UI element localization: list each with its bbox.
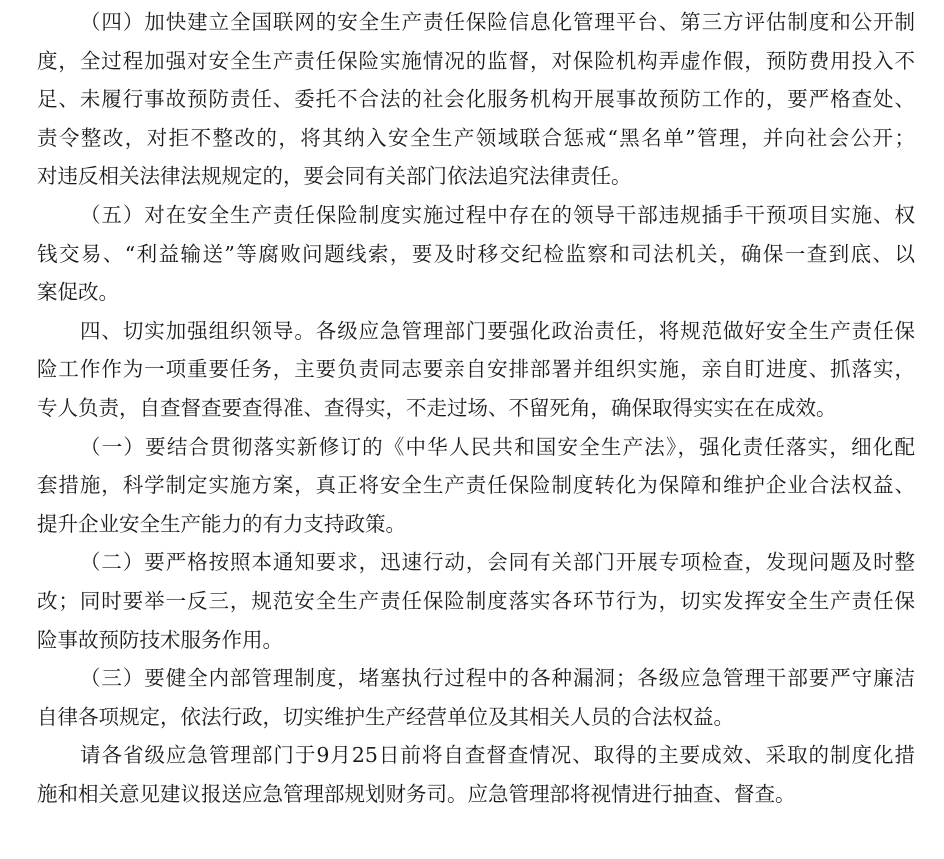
text-line: 专人负责，自查督查要查得准、查得实，不走过场、不留死角，确保取得实实在在成效。 (37, 395, 837, 420)
text-line: （三）要健全内部管理制度，堵塞执行过程中的各种漏洞；各级应急管理干部要严守廉洁 (80, 666, 915, 691)
paragraph-item-4-sub-5 (37, 196, 915, 312)
text-line: 自律各项规定，依法行政，切实维护生产经营单位及其相关人员的合法权益。 (37, 704, 734, 729)
paragraph-section-4-sub-3 (37, 659, 915, 736)
text-line: 提升企业安全生产能力的有力支持政策。 (37, 511, 406, 536)
text-line: 施和相关意见建议报送应急管理部规划财务司。应急管理部将视情进行抽查、督查。 (37, 781, 796, 806)
text-line: 改；同时要举一反三，规范安全生产责任保险制度落实各环节行为，切实发挥安全生产责任保 (37, 588, 915, 613)
text-line: （五）对在安全生产责任保险制度实施过程中存在的领导干部违规插手干预项目实施、权 (80, 202, 915, 227)
text-line: 度，全过程加强对安全生产责任保险实施情况的监督，对保险机构弄虚作假，预防费用投入不 (37, 48, 915, 73)
text-line: 足、未履行事故预防责任、委托不合法的社会化服务机构开展事故预防工作的，要严格查处、 (37, 87, 915, 112)
text-line: 请各省级应急管理部门于9月25日前将自查督查情况、取得的主要成效、采取的制度化措 (80, 743, 915, 768)
text-line: 对违反相关法律法规规定的，要会同有关部门依法追究法律责任。 (37, 164, 632, 189)
text-line: 套措施，科学制定实施方案，真正将安全生产责任保险制度转化为保障和维护企业合法权益、 (37, 473, 915, 498)
document-body (37, 3, 915, 813)
text-line: 案促改。 (37, 280, 119, 305)
text-line: （一）要结合贯彻落实新修订的《中华人民共和国安全生产法》，强化责任落实，细化配 (80, 434, 915, 459)
paragraph-section-4-sub-2 (37, 543, 915, 659)
text-line: （二）要严格按照本通知要求，迅速行动，会同有关部门开展专项检查，发现问题及时整 (80, 550, 915, 575)
paragraph-section-4-sub-1 (37, 428, 915, 544)
paragraph-section-4 (37, 312, 915, 428)
paragraph-item-4-sub-4 (37, 3, 915, 196)
paragraph-closing-request (37, 736, 915, 813)
text-line: （四）加快建立全国联网的安全生产责任保险信息化管理平台、第三方评估制度和公开制 (80, 10, 915, 34)
text-line: 钱交易、“利益输送”等腐败问题线索，要及时移交纪检监察和司法机关，确保一查到底、以 (37, 241, 915, 266)
text-line: 责令整改，对拒不整改的，将其纳入安全生产领域联合惩戒“黑名单”管理，并向社会公开； (37, 125, 915, 150)
text-line: 四、切实加强组织领导。各级应急管理部门要强化政治责任，将规范做好安全生产责任保 (80, 318, 915, 343)
text-line: 险工作作为一项重要任务，主要负责同志要亲自安排部署并组织实施，亲自盯进度、抓落实， (37, 357, 915, 382)
text-line: 险事故预防技术服务作用。 (37, 627, 283, 652)
